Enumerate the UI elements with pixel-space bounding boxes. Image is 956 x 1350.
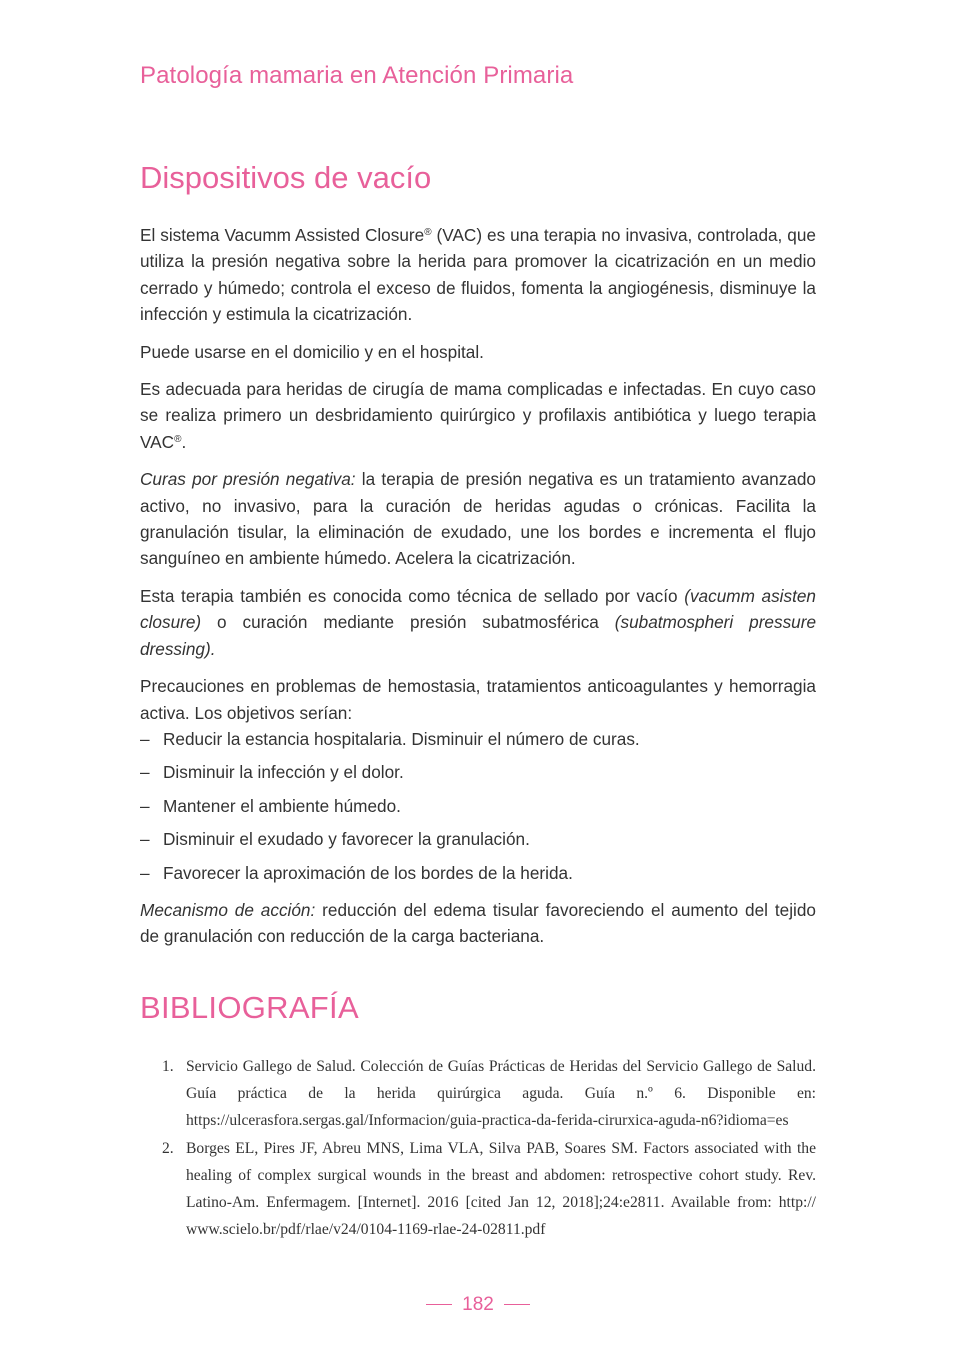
- paragraph-negative-pressure: Curas por presión negativa: la terapia de presión negativa es un tratamiento avanzado activo, no invasivo, para la curación de heridas agudas o crónicas. Facilita la granulación tisular, la eliminación de exudado, une los bordes e incrementa el flujo sanguíneo en ambiente húmedo. Acelera la cicatrización.: [140, 469, 816, 569]
- reference-number: 1.: [162, 1058, 174, 1075]
- dash-bullet: –: [140, 829, 150, 850]
- running-header-title: Patología mamaria en Atención Primaria: [140, 62, 574, 89]
- reference-item: [140, 1053, 816, 1134]
- registered-mark: ®: [424, 227, 432, 238]
- reference-number: 2.: [162, 1140, 174, 1157]
- list-item: – Mantener el ambiente húmedo.: [140, 793, 816, 819]
- page-number: 182: [462, 1294, 494, 1315]
- dash-bullet: –: [140, 795, 150, 816]
- bibliography-title: BIBLIOGRAFÍA: [140, 990, 359, 1025]
- page-footer: [0, 1294, 956, 1316]
- section-title: Dispositivos de vacío: [140, 160, 432, 195]
- objectives-list: [140, 726, 816, 886]
- list-item: – Disminuir el exudado y favorecer la granulación.: [140, 826, 816, 852]
- dash-bullet: –: [140, 862, 150, 883]
- paragraph-indications: Es adecuada para heridas de cirugía de mama complicadas e infectadas. En cuyo caso se realiza primero un desbridamiento quirúrgico y profilaxis antibiótica y luego terapia VAC®.: [140, 379, 816, 452]
- paragraph-precautions: Precauciones en problemas de hemostasia, tratamientos anticoagulantes y hemorragia activa. Los objetivos serían:: [140, 676, 816, 723]
- reference-item: [140, 1135, 816, 1243]
- reference-text: Borges EL, Pires JF, Abreu MNS, Lima VLA, Silva PAB, Soares SM. Factors associated with the healing of complex surgical wounds in the breast and abdomen: retrospective cohort study. Rev. Latino-Am. Enfermagem. [Internet]. 2016 [cited Jan 12, 2018];24:e2811. Available from: http:// www.scielo.br/pdf/rlae/v24/0104-1169-rlae-24-02811.pdf: [186, 1140, 816, 1238]
- paragraph-vac-system: El sistema Vacumm Assisted Closure® (VAC) es una terapia no invasiva, controlada, que utiliza la presión negativa sobre la herida para promover la cicatrización en un medio cerrado y húmedo; controla el exceso de fluidos, fomenta la angiogénesis, disminuye la infección y estimula la cicatrización.: [140, 225, 816, 325]
- folio-rule-right: [504, 1304, 530, 1305]
- folio-rule-left: [426, 1304, 452, 1305]
- dash-bullet: –: [140, 762, 150, 783]
- paragraph-mechanism: Mecanismo de acción: reducción del edema tisular favoreciendo el aumento del tejido de granulación con reducción de la carga bacteriana.: [140, 899, 816, 947]
- section-body: [140, 222, 816, 961]
- paragraph-home-hospital: Puede usarse en el domicilio y en el hospital.: [140, 341, 484, 362]
- registered-mark: ®: [174, 433, 182, 445]
- list-item: – Favorecer la aproximación de los bordes de la herida.: [140, 860, 816, 886]
- dash-bullet: –: [140, 728, 150, 749]
- reference-text: Servicio Gallego de Salud. Colección de Guías Prácticas de Heridas del Servicio Gallego de Salud. Guía práctica de la herida quirúrgica aguda. Guía n.º 6. Disponible en: https://ulcerasfora.sergas.gal/Informacion/guia-practica-da-ferida-cirurxica-aguda-n6?idioma=es: [186, 1058, 816, 1129]
- paragraph-also-known-as: Esta terapia también es conocida como técnica de sellado por vacío (vacumm asisten closure) o curación mediante presión subatmosférica (subatmospheri pressure dressing).: [140, 585, 817, 659]
- bibliography-list: [140, 1053, 816, 1244]
- list-item: – Reducir la estancia hospitalaria. Disminuir el número de curas.: [140, 726, 816, 752]
- list-item: – Disminuir la infección y el dolor.: [140, 759, 816, 785]
